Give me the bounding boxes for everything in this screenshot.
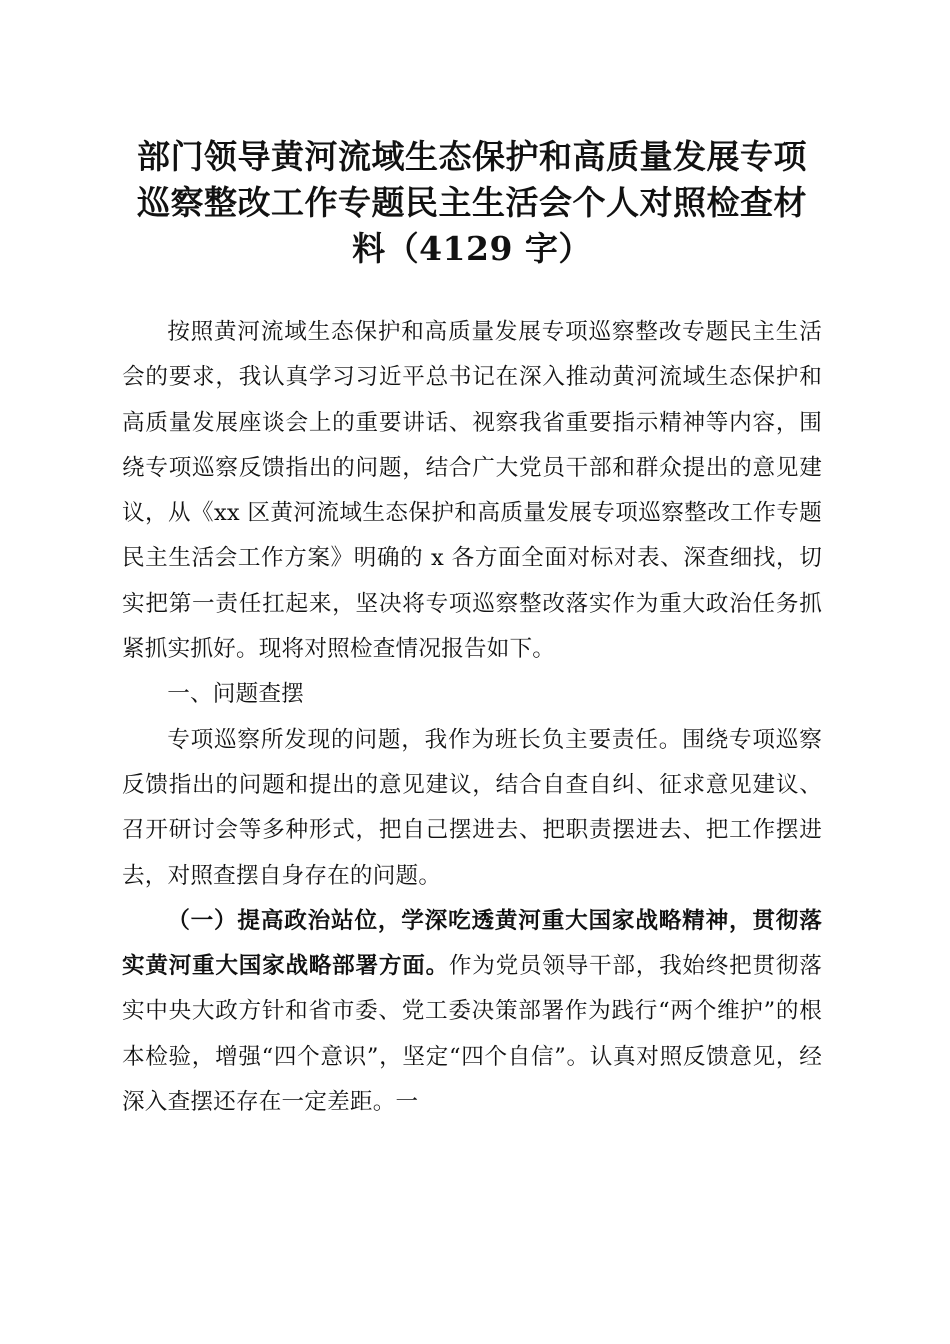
title-line-3: 料（4129 字） [352,229,592,268]
document-title [122,134,822,272]
title-line-1: 部门领导黄河流域生态保护和高质量发展专项 [137,137,807,176]
subsection-1-paragraph [122,899,822,1125]
section-1-paragraph: 专项巡察所发现的问题，我作为班长负主要责任。围绕专项巡察反馈指出的问题和提出的意见建议，结合自查自纠、征求意见建议、召开研讨会等多种形式，把自己摆进去、把职责摆进去、把工作摆进去，对照查摆自身存在的问题。 [122,726,822,889]
subsection-1-lead: （一）提高政治站位，学深吃透黄河重大国家战略精神，贯彻落实黄河重大国家战略部署方面。 [122,907,822,980]
section-heading-problems: 一、问题查摆 [167,681,304,708]
subsection-1-text: 作为党员领导干部，我始终把贯彻落实中央大政方针和省市委、党工委决策部署作为践行“两个维护”的根本检验，增强“四个意识”，坚定“四个自信”。认真对照反馈意见，经深入查摆还存在一定差距。一 [122,953,822,1116]
title-line-2: 巡察整改工作专题民主生活会个人对照检查材 [137,183,807,222]
intro-paragraph: 按照黄河流域生态保护和高质量发展专项巡察整改专题民主生活会的要求，我认真学习习近平总书记在深入推动黄河流域生态保护和高质量发展座谈会上的重要讲话、视察我省重要指示精神等内容，围绕专项巡察反馈指出的问题，结合广大党员干部和群众提出的意见建议，从《xx 区黄河流域生态保护和高质量发展专项巡察整改工作专题民主生活会工作方案》明确的 x 各方面全面对标对表、深查细找，切实把第一责任扛起来，坚决将专项巡察整改落实作为重大政治任务抓紧抓实抓好。现将对照检查情况报告如下。 [122,319,822,663]
